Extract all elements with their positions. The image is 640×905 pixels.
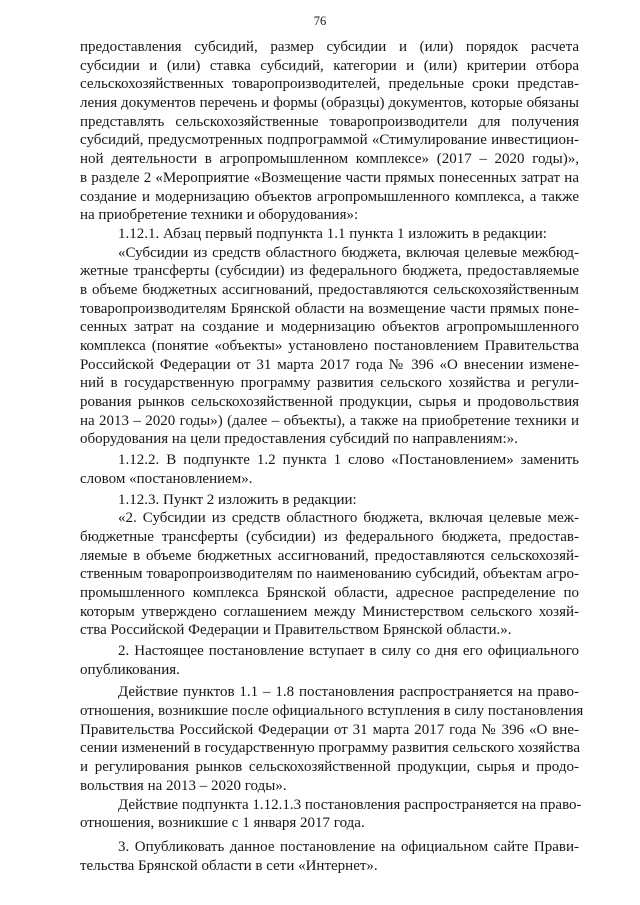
text-line: товаропроизводителям Брянской области на возмещение части прямых поне- — [80, 300, 579, 317]
text-line: отношения, возникшие с 1 января 2017 года. — [80, 815, 365, 832]
text-line: 1.12.1. Абзац первый подпункта 1.1 пункта 1 изложить в редакции: — [118, 225, 547, 242]
text-line: Правительства Российской Федерации от 31 марта 2017 года № 396 «О вне- — [80, 721, 579, 738]
paragraph — [80, 491, 579, 510]
text-line: вольствия на 2013 – 2020 годы». — [80, 777, 287, 794]
text-line: сенных затрат на создание и модернизацию объектов агропромышленного — [80, 319, 579, 336]
paragraph — [80, 225, 579, 244]
text-line: комплекса (понятие «объекты» установлено постановлением Правительства — [80, 338, 579, 354]
paragraph — [80, 451, 579, 488]
page-number: 76 — [313, 14, 327, 28]
text-line: сельскохозяйственных товаропроизводителей, предельные сроки представ- — [80, 76, 579, 93]
text-line: ления документов перечень и формы (образцы) документов, которые обязаны — [80, 95, 579, 112]
text-line: в объеме бюджетных ассигнований, предоставляются сельскохозяйственным — [80, 281, 579, 298]
text-line: которым утверждено соглашением между Министерством сельского хозяй- — [80, 603, 579, 620]
text-line: Действие пунктов 1.1 – 1.8 постановления распространяется на право- — [118, 684, 579, 701]
paragraph — [80, 796, 582, 833]
paragraph — [80, 509, 579, 640]
text-line: в разделе 2 «Мероприятие «Возмещение части прямых понесенных затрат на — [80, 169, 579, 186]
text-line: бюджетные трансферты (субсидии) из федерального бюджета, предостав- — [80, 528, 579, 545]
text-line: представлять сельскохозяйственные товаропроизводители для получения — [80, 113, 579, 130]
paragraph — [80, 244, 579, 450]
text-line: опубликования. — [80, 661, 180, 678]
text-line: ства Российской Федерации и Правительством Брянской области.». — [80, 622, 512, 639]
text-line: и регулирования рынков сельскохозяйственной продукции, сырья и продо- — [80, 759, 579, 776]
paragraph — [80, 838, 579, 875]
text-line: на приобретение техники и оборудования»: — [80, 207, 359, 224]
text-line: ний в государственную программу развития сельского хозяйства и регули- — [80, 375, 579, 392]
text-line: «Субсидии из средств областного бюджета, включая целевые межбюд- — [118, 244, 579, 261]
text-line: рования рынков сельскохозяйственной продукции, сырья и продовольствия — [80, 394, 579, 411]
text-line: сении изменений в государственную программу развития сельского хозяйства — [80, 740, 580, 757]
text-line: промышленного комплекса Брянской области, адресное распределение по — [80, 584, 579, 601]
text-line: отношения, возникшие после официального вступления в силу постановления — [80, 703, 584, 720]
paragraph — [80, 642, 579, 679]
text-line: 2. Настоящее постановление вступает в силу со дня его официального — [118, 643, 579, 659]
text-line: ственным товаропроизводителям по наименованию субсидий, объектам агро- — [80, 566, 579, 583]
text-line: Российской Федерации от 31 марта 2017 года № 396 «О внесении измене- — [80, 356, 579, 373]
text-line: словом «постановлением». — [80, 470, 253, 487]
paragraph — [80, 683, 584, 795]
text-line: Действие подпункта 1.12.1.3 постановления распространяется на право- — [118, 796, 582, 813]
text-line: ляемые в объеме бюджетных ассигнований, предоставляются сельскохозяй- — [80, 547, 579, 564]
text-line: субсидий, предусмотренных подпрограммой «Стимулирование инвестицион- — [80, 132, 579, 149]
text-line: на 2013 – 2020 годы») (далее – объекты), а также на приобретение техники и — [80, 412, 579, 429]
text-line: жетные трансферты (субсидии) из федерального бюджета, предоставляемые — [80, 263, 579, 280]
text-line: ной деятельности в агропромышленном комплексе» (2017 – 2020 годы)», — [80, 151, 579, 168]
text-line: «2. Субсидии из средств областного бюджета, включая целевые меж- — [118, 510, 579, 527]
text-line: создание и модернизацию объектов агропромышленного комплекса, а также — [80, 188, 579, 205]
paragraph — [80, 38, 579, 225]
text-line: предоставления субсидий, размер субсидии и (или) порядок расчета — [80, 39, 579, 55]
text-line: 1.12.2. В подпункте 1.2 пункта 1 слово «Постановлением» заменить — [118, 452, 579, 469]
text-line: 3. Опубликовать данное постановление на официальном сайте Прави- — [118, 838, 579, 855]
text-line: тельства Брянской области в сети «Интернет». — [80, 857, 378, 874]
text-line: 1.12.3. Пункт 2 изложить в редакции: — [118, 491, 357, 508]
document-body — [80, 38, 584, 875]
text-line: субсидии и (или) ставка субсидий, категории и (или) критерии отбора — [80, 57, 579, 74]
text-line: оборудования на цели предоставления субсидий по направлениям:». — [80, 431, 518, 448]
